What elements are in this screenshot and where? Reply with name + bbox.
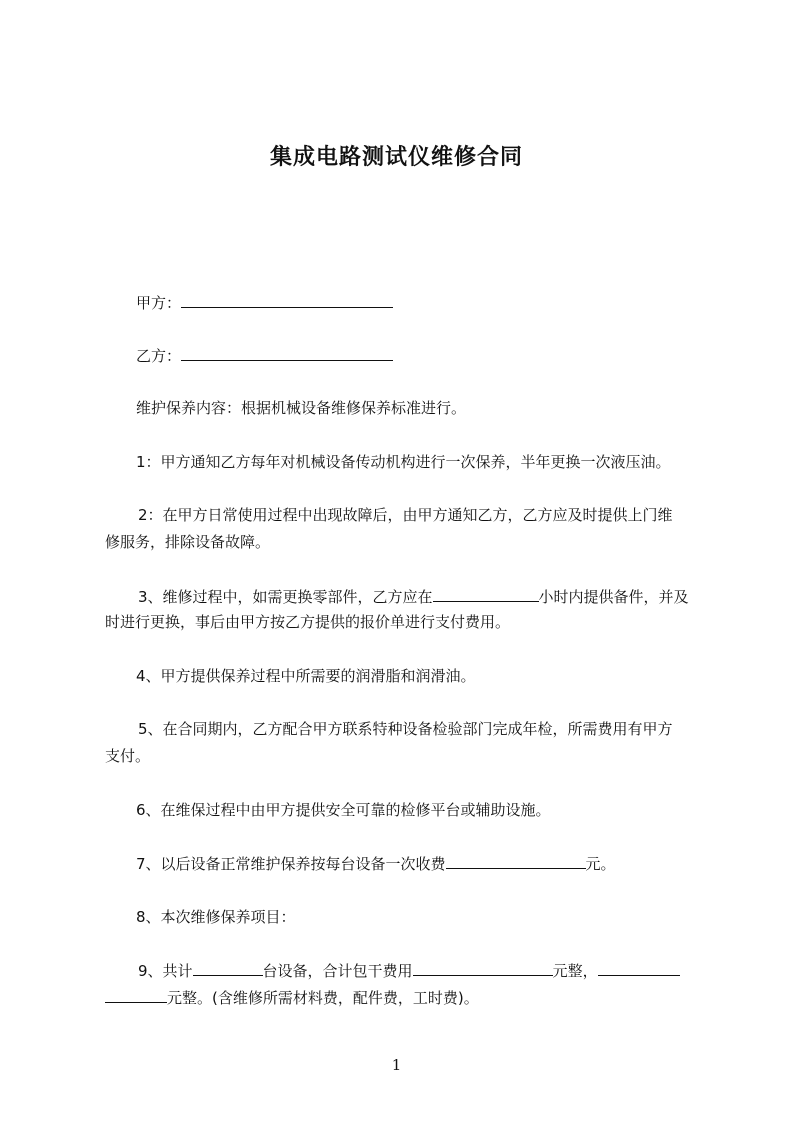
clause-7 <box>136 853 616 874</box>
clause-9-line-2 <box>105 987 479 1008</box>
clause-7-text-b: 元。 <box>585 855 616 873</box>
clause-9-amount-blank-b[interactable] <box>105 987 167 1003</box>
clause-9-text-b: 台设备，合计包干费用 <box>262 962 413 980</box>
clause-5-line-2: 支付。 <box>105 747 151 765</box>
party-a-line <box>136 292 393 313</box>
clause-3-hours-blank[interactable] <box>433 586 539 602</box>
maintenance-intro: 维护保养内容：根据机械设备维修保养标准进行。 <box>136 399 467 417</box>
clause-3-line-1 <box>138 586 689 607</box>
clause-4: 4、甲方提供保养过程中所需要的润滑脂和润滑油。 <box>136 667 476 685</box>
clause-2-line-1: 2：在甲方日常使用过程中出现故障后，由甲方通知乙方，乙方应及时提供上门维 <box>138 506 673 524</box>
clause-9-total-blank[interactable] <box>413 960 553 976</box>
clause-3-text-a: 3、维修过程中，如需更换零部件，乙方应在 <box>138 588 433 606</box>
clause-3-text-b: 小时内提供备件，并及 <box>538 588 689 606</box>
clause-9-text-a: 9、共计 <box>138 962 193 980</box>
clause-3-line-2: 时进行更换，事后由甲方按乙方提供的报价单进行支付费用。 <box>105 613 511 631</box>
clause-2-line-2: 修服务，排除设备故障。 <box>105 533 271 551</box>
clause-9-text-c: 元整， <box>552 962 598 980</box>
party-a-label: 甲方： <box>136 294 182 312</box>
party-b-blank[interactable] <box>181 345 393 361</box>
document-title: 集成电路测试仪维修合同 <box>269 145 523 170</box>
clause-8: 8、本次维修保养项目： <box>136 908 296 926</box>
party-a-blank[interactable] <box>181 292 393 308</box>
clause-9-text-d: 元整。(含维修所需材料费，配件费，工时费)。 <box>167 989 479 1007</box>
clause-9-count-blank[interactable] <box>193 960 263 976</box>
clause-6: 6、在维保过程中由甲方提供安全可靠的检修平台或辅助设施。 <box>136 801 551 819</box>
party-b-label: 乙方： <box>136 347 182 365</box>
clause-7-text-a: 7、以后设备正常维护保养按每台设备一次收费 <box>136 855 446 873</box>
clause-9-line-1 <box>138 960 680 981</box>
party-b-line <box>136 345 393 366</box>
clause-9-amount-blank-a[interactable] <box>598 960 680 976</box>
clause-5-line-1: 5、在合同期内，乙方配合甲方联系特种设备检验部门完成年检，所需费用有甲方 <box>138 720 673 738</box>
clause-1: 1：甲方通知乙方每年对机械设备传动机构进行一次保养，半年更换一次液压油。 <box>136 453 671 471</box>
page-number: 1 <box>391 1056 402 1074</box>
clause-7-fee-blank[interactable] <box>446 853 586 869</box>
